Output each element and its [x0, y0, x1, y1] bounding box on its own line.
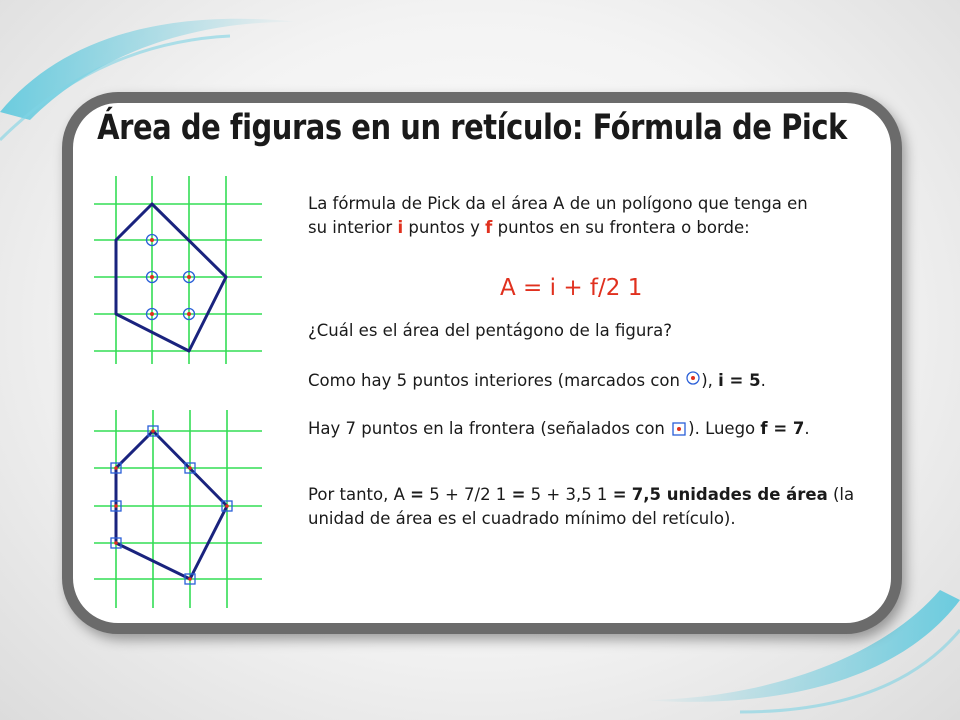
grid-lines	[94, 176, 262, 364]
square-marker-icon	[670, 420, 688, 438]
text-segment: puntos en su frontera o borde:	[492, 218, 750, 237]
pick-formula: A = i + f/2 1	[500, 275, 643, 301]
page-title: Área de figuras en un retículo: Fórmula de Pick	[97, 108, 847, 148]
text-segment: puntos y	[403, 218, 486, 237]
text-segment: .	[804, 419, 810, 438]
text-segment: Como hay 5 puntos interiores (marcados con	[308, 371, 686, 390]
boundary-count	[308, 417, 828, 441]
pick-definition	[308, 192, 828, 240]
text-segment: ). Luego	[688, 419, 761, 438]
text-segment: Hay 7 puntos en la frontera (señalados con	[308, 419, 671, 438]
text-segment: 5 + 3,5 1	[525, 485, 613, 504]
interior-count	[308, 369, 868, 393]
pentagon-boundary-figure	[94, 410, 264, 610]
grid-lines	[94, 410, 262, 608]
interior-result: i = 5	[718, 371, 761, 390]
interior-symbol: i	[397, 218, 404, 237]
text-segment: Por tanto, A	[308, 485, 411, 504]
text-segment: ),	[701, 371, 719, 390]
pentagon-interior-figure	[94, 176, 264, 366]
area-result: 7,5 unidades de área	[631, 485, 828, 504]
boundary-result: f = 7	[760, 419, 805, 438]
circle-marker-icon	[685, 370, 701, 390]
question: ¿Cuál es el área del pentágono de la figura?	[308, 321, 672, 340]
equals-sign: =	[410, 485, 424, 504]
equals-sign: =	[612, 485, 627, 504]
text-segment: La fórmula de Pick da el área A de un polígono que tenga en su interior	[308, 194, 808, 237]
text-segment: (la unidad de área es el cuadrado mínimo del retículo).	[308, 485, 855, 528]
text-segment: .	[760, 371, 766, 390]
boundary-symbol: f	[485, 218, 493, 237]
equals-sign: =	[511, 485, 526, 504]
pentagon	[116, 431, 227, 579]
conclusion	[308, 483, 868, 531]
text-segment: 5 + 7/2 1	[423, 485, 512, 504]
